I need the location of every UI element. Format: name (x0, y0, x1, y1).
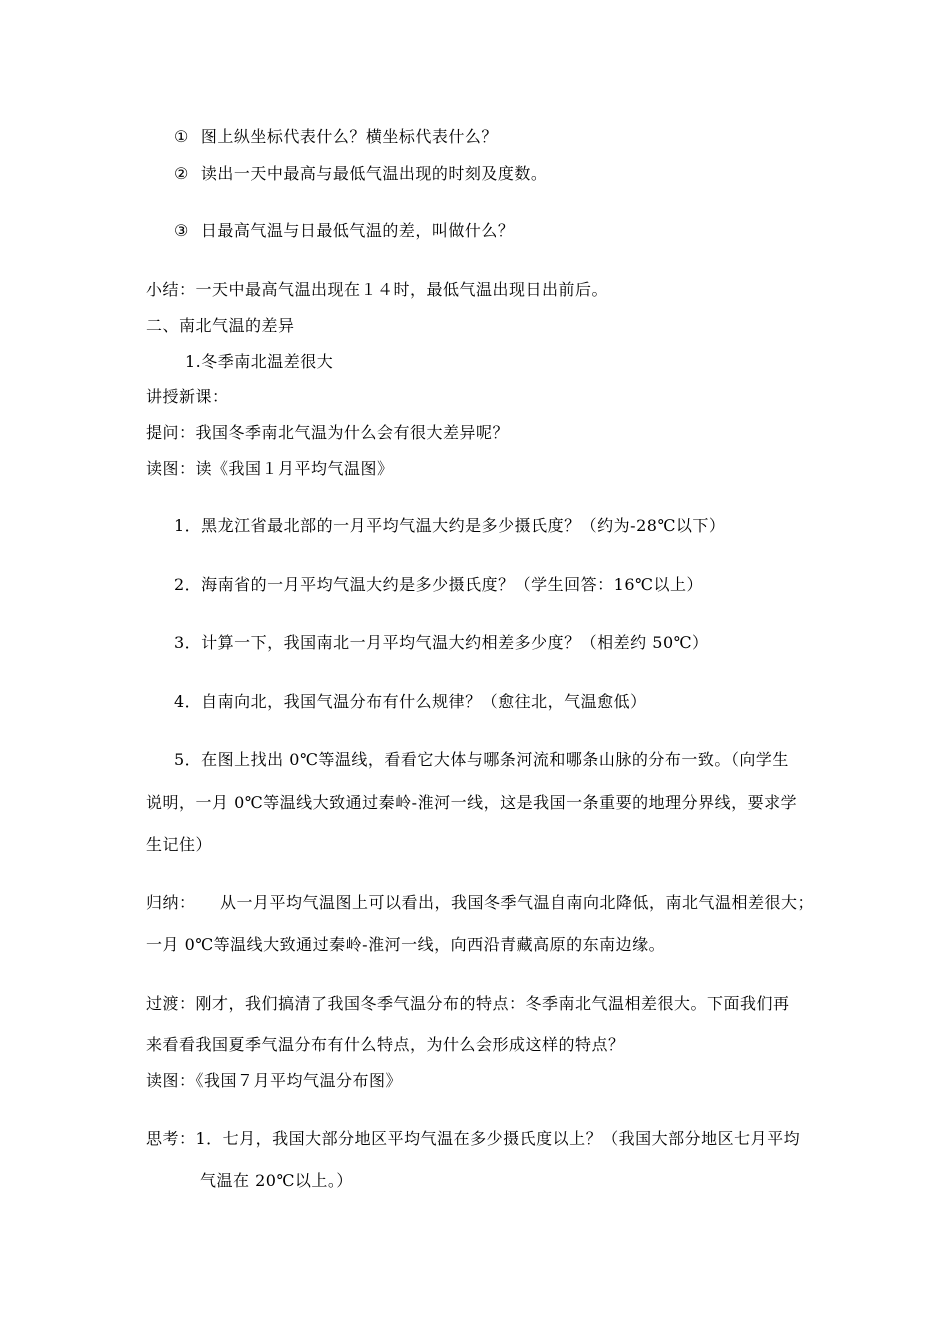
section-2-title: 二、南北气温的差异 (146, 316, 295, 335)
lecture-label: 讲授新课： (146, 387, 229, 406)
question-2-text: 读出一天中最高与最低气温出现的时刻及度数。 (200, 164, 548, 183)
read-map-january: 读图：读《我国１月平均气温图》 (146, 459, 394, 478)
jan-question-1: 1．黑龙江省最北部的一月平均气温大约是多少摄氏度？（约为-28℃以下） (174, 516, 726, 535)
conclusion-label: 归纳： (146, 893, 196, 912)
ask-question: 提问：我国冬季南北气温为什么会有很大差异呢？ (146, 423, 510, 442)
conclusion-line2: 一月 0℃等温线大致通过秦岭-淮河一线，向西沿青藏高原的东南边缘。 (146, 935, 666, 954)
jan-question-5-line1: 5．在图上找出 0℃等温线，看看它大体与哪条河流和哪条山脉的分布一致。（向学生 (174, 750, 789, 769)
transition-line1: 过渡：刚才，我们搞清了我国冬季气温分布的特点：冬季南北气温相差很大。下面我们再 (146, 994, 790, 1013)
circled-number-3: ③ (174, 221, 189, 240)
jan-question-4: 4．自南向北，我国气温分布有什么规律？（愈往北，气温愈低） (174, 692, 647, 711)
conclusion-line1: 从一月平均气温图上可以看出，我国冬季气温自南向北降低，南北气温相差很大； (220, 893, 815, 912)
subsection-1-title: 1.冬季南北温差很大 (185, 352, 334, 371)
question-1 (174, 127, 498, 147)
question-3 (174, 221, 514, 241)
jan-question-5-line2: 说明，一月 0℃等温线大致通过秦岭-淮河一线，这是我国一条重要的地理分界线，要求学 (146, 793, 798, 812)
think-line2: 气温在 20℃以上。） (200, 1171, 353, 1190)
question-3-text: 日最高气温与日最低气温的差，叫做什么？ (200, 221, 515, 240)
question-2 (174, 164, 547, 184)
transition-line2: 来看看我国夏季气温分布有什么特点，为什么会形成这样的特点？ (146, 1035, 625, 1054)
question-1-text: 图上纵坐标代表什么？横坐标代表什么？ (200, 127, 498, 146)
jan-question-2: 2．海南省的一月平均气温大约是多少摄氏度？（学生回答：16℃以上） (174, 575, 703, 594)
summary: 小结：一天中最高气温出现在１４时，最低气温出现日出前后。 (146, 280, 609, 299)
think-line1: 思考：1．七月，我国大部分地区平均气温在多少摄氏度以上？（我国大部分地区七月平均 (146, 1129, 801, 1148)
circled-number-2: ② (174, 164, 189, 183)
circled-number-1: ① (174, 127, 189, 146)
jan-question-3: 3．计算一下，我国南北一月平均气温大约相差多少度？（相差约 50℃） (174, 633, 709, 652)
jan-question-5-line3: 生记住） (146, 835, 213, 854)
read-map-july: 读图：《我国７月平均气温分布图》 (146, 1071, 403, 1090)
